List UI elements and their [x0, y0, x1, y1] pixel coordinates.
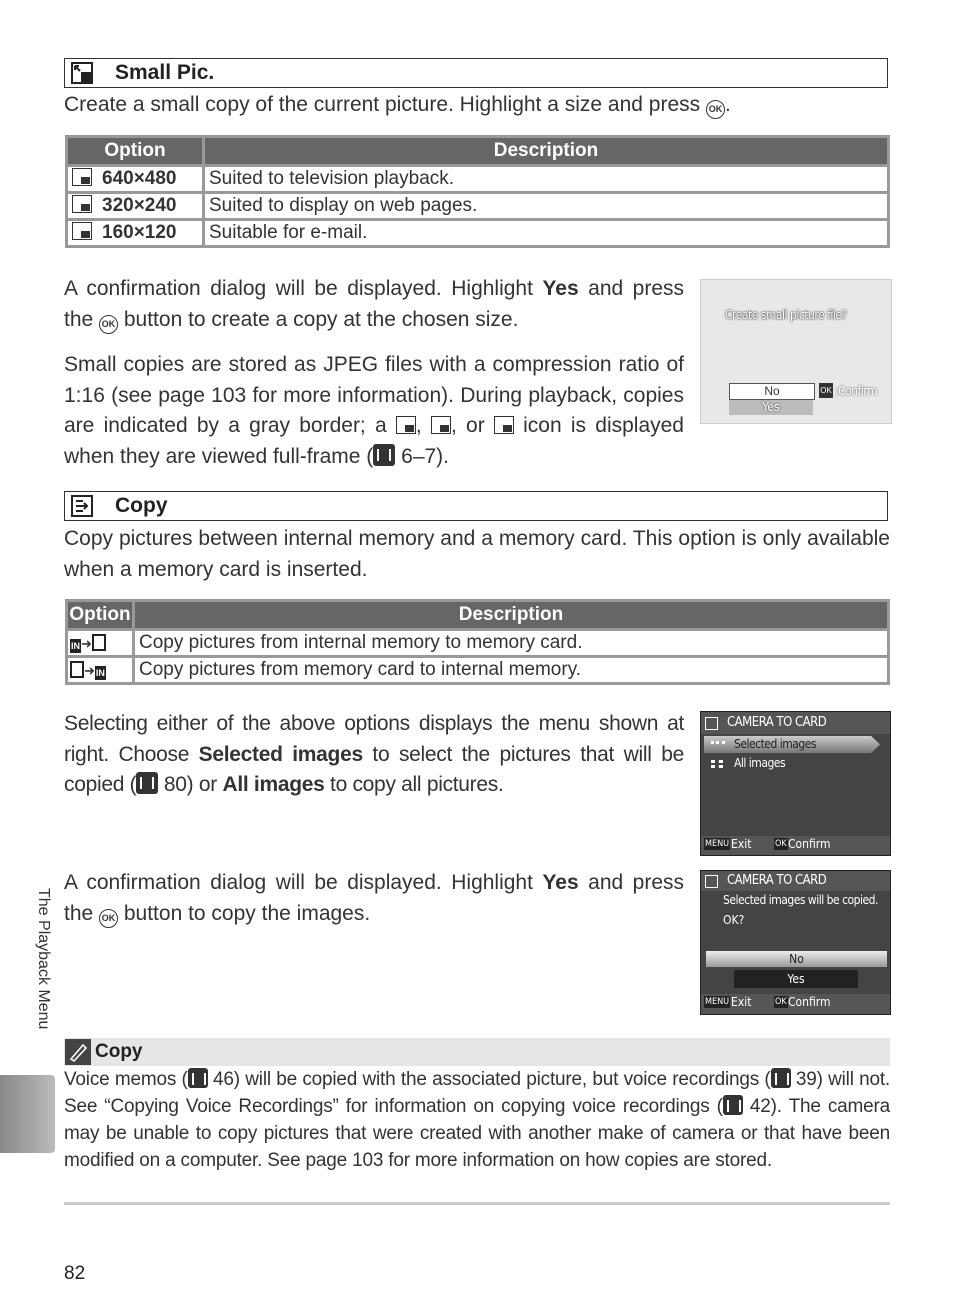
para-text: , or	[450, 414, 494, 437]
yes-bold: Yes	[542, 871, 579, 894]
para-text: 6–7).	[395, 444, 450, 468]
internal-memory-icon: IN	[71, 641, 80, 651]
para-text: Small copies are stored as JPEG files with a compression ratio of 1:16 (see page 103 for more information). During playback, copies are indicated by a gray border; a	[64, 353, 684, 437]
copy-confirm-screen	[700, 870, 891, 1015]
para-text: Selecting either of the above options displays the menu shown at right. Choose	[64, 712, 684, 766]
small-pic-intro	[64, 90, 894, 121]
description-640: Suited to television playback.	[205, 167, 887, 191]
para-text: to select the pictures that will be copied (	[64, 742, 684, 796]
para-text: and press the	[64, 277, 685, 331]
confirm-label: Confirm	[788, 995, 831, 1009]
para-text: A confirmation dialog will be displayed. Highlight	[64, 871, 543, 894]
size-640-icon	[396, 416, 416, 434]
para-text: button to copy the images.	[118, 901, 371, 925]
side-tab-label-wrap	[30, 888, 60, 1068]
all-images-bold: All images	[222, 773, 325, 796]
para-text: 80) or	[158, 773, 223, 796]
small-pic-intro-text: Create a small copy of the current picture. Highlight a size and press	[64, 93, 706, 116]
dialog-no-option[interactable]: No	[729, 383, 815, 400]
option-header: Option	[68, 602, 132, 628]
card-to-camera-option	[68, 658, 132, 682]
note-header	[64, 1038, 890, 1066]
description-header: Description	[135, 602, 887, 628]
page-reference-icon	[771, 1068, 791, 1088]
small-pic-para1	[64, 274, 684, 335]
small-pic-dialog-screen	[700, 279, 892, 424]
para-text: A confirmation dialog will be displayed. Highlight	[64, 277, 543, 300]
internal-memory-icon: IN	[95, 668, 105, 678]
copy-icon	[705, 717, 718, 730]
all-images-icon	[711, 760, 723, 768]
para-text: icon is displayed when they are viewed full-frame (	[64, 414, 684, 468]
dialog-yes-option[interactable]: Yes	[729, 400, 813, 415]
copy-icon	[71, 495, 93, 517]
arrow-right-icon: ➜	[81, 636, 92, 651]
selected-images-icon	[711, 741, 725, 752]
note-divider	[64, 1202, 890, 1205]
option-160: 160×120	[102, 222, 177, 243]
all-images-item[interactable]: All images	[734, 756, 786, 770]
selected-images-bold: Selected images	[198, 742, 363, 766]
note-text: Voice memos (	[64, 1069, 188, 1090]
small-pic-icon	[71, 62, 93, 84]
selected-images-label: Selected images	[734, 737, 816, 751]
menu-key-icon: MENU	[705, 839, 730, 849]
small-pic-header	[64, 58, 888, 88]
side-tab-label: The Playback Menu	[35, 888, 52, 1030]
exit-label: Exit	[731, 995, 752, 1009]
note-text: 39) will not. See “Copying Voice Recordings” for information on copying voice recordings (	[64, 1069, 890, 1117]
para-text: ,	[415, 414, 431, 437]
dialog-confirm-label: :Confirm	[835, 384, 878, 398]
option-header: Option	[68, 138, 202, 164]
description-header: Description	[205, 138, 887, 164]
table-row	[68, 167, 887, 191]
camera-to-card-option	[68, 631, 132, 655]
para-text: button to create a copy at the chosen size.	[118, 307, 519, 331]
copy-intro: Copy pictures between internal memory and a memory card. This option is only available when a memory card is inserted.	[64, 527, 890, 581]
confirm-question: OK?	[723, 913, 745, 927]
size-320-icon	[431, 416, 451, 434]
copy-title: Copy	[115, 494, 168, 517]
note-text: 42). The camera may be unable to copy pictures that were created with another make of camera or that have been modified on a computer. See page 103 for more information on how copies are stored.	[64, 1096, 890, 1171]
memory-card-icon	[92, 634, 106, 651]
page-reference-icon	[373, 444, 395, 466]
note-pencil-icon	[65, 1039, 91, 1065]
ok-button-icon: OK	[706, 100, 725, 119]
copy-para2	[64, 868, 684, 929]
copy-menu-screen	[700, 711, 891, 856]
dialog-question: Create small picture file?	[725, 308, 847, 322]
option-320: 320×240	[102, 195, 177, 216]
card-to-camera-description: Copy pictures from memory card to internal memory.	[135, 658, 887, 682]
option-640: 640×480	[102, 168, 177, 189]
arrow-right-icon: ➜	[84, 663, 95, 678]
size-320-icon	[72, 195, 92, 213]
side-thumb-tab	[0, 1075, 55, 1153]
confirm-message: Selected images will be copied.	[723, 893, 878, 907]
menu-key-icon: MENU	[705, 997, 730, 1007]
note-body	[64, 1066, 890, 1174]
note-title: Copy	[95, 1041, 143, 1062]
para-text: and press the	[64, 871, 685, 925]
small-pic-intro-end: .	[724, 93, 731, 116]
description-320: Suited to display on web pages.	[205, 194, 887, 218]
copy-header	[64, 491, 888, 521]
page-reference-icon	[723, 1095, 743, 1115]
size-160-icon	[72, 222, 92, 240]
small-pic-para2	[64, 350, 684, 472]
ok-key-icon: OK	[775, 839, 787, 849]
yes-bold: Yes	[542, 277, 579, 300]
table-row	[68, 658, 887, 682]
page-reference-icon	[136, 772, 158, 794]
table-row	[68, 194, 887, 218]
ok-button-icon: OK	[99, 909, 118, 928]
screen-title: CAMERA TO CARD	[727, 873, 827, 888]
dialog-yes-option[interactable]: Yes	[734, 970, 858, 988]
size-640-icon	[72, 168, 92, 186]
table-row	[68, 631, 887, 655]
size-160-icon	[494, 416, 514, 434]
page-reference-icon	[188, 1068, 208, 1088]
confirm-label: Confirm	[788, 837, 831, 851]
small-pic-title: Small Pic.	[115, 61, 215, 84]
screen-title: CAMERA TO CARD	[727, 715, 827, 730]
description-160: Suitable for e-mail.	[205, 221, 887, 245]
dialog-no-option[interactable]: No	[706, 951, 887, 967]
ok-key-icon: OK	[819, 383, 833, 398]
ok-key-icon: OK	[775, 997, 787, 1007]
page-number: 82	[64, 1263, 86, 1284]
small-pic-options-table	[65, 135, 890, 248]
copy-options-table	[65, 599, 890, 685]
note-text: 46) will be copied with the associated picture, but voice recordings (	[207, 1069, 771, 1090]
ok-button-icon: OK	[99, 315, 118, 334]
exit-label: Exit	[731, 837, 752, 851]
copy-para1	[64, 709, 684, 801]
memory-card-icon	[70, 661, 84, 678]
para-text: to copy all pictures.	[324, 773, 504, 796]
table-row	[68, 221, 887, 245]
camera-to-card-description: Copy pictures from internal memory to memory card.	[135, 631, 887, 655]
copy-icon	[705, 875, 718, 888]
